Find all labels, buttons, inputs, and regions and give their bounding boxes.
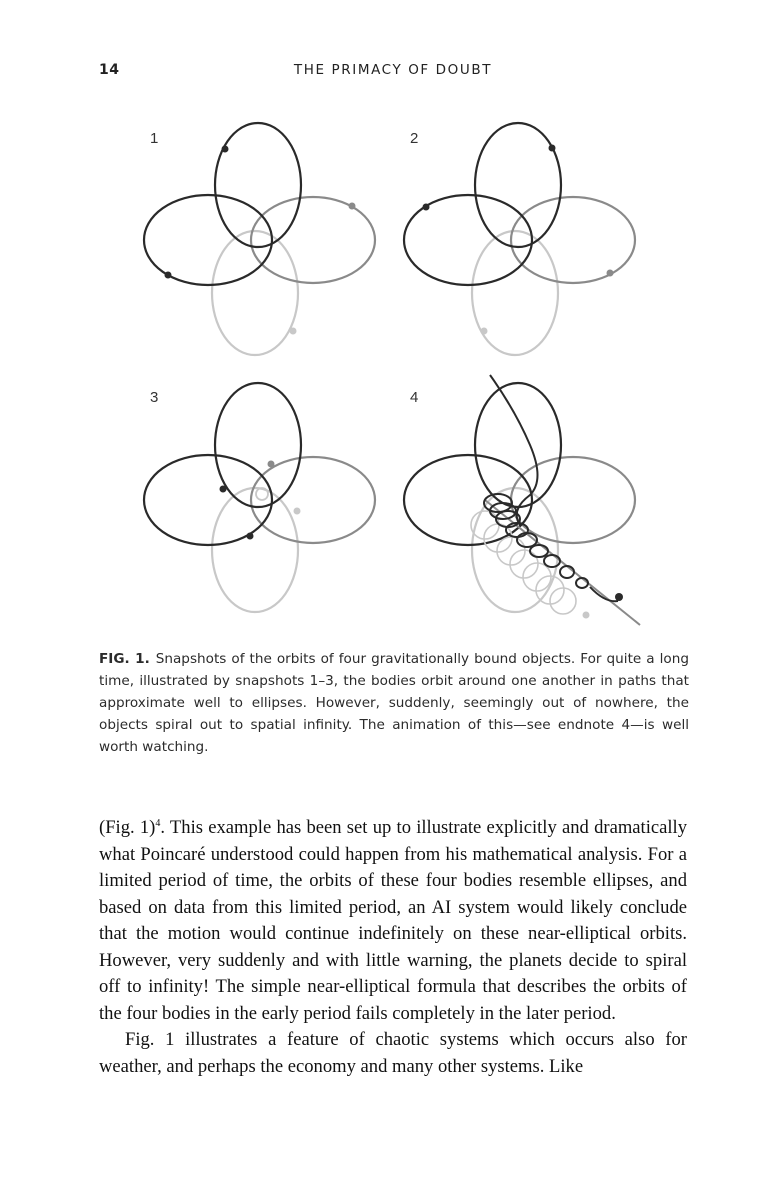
paragraph-1-rest: . This example has been set up to illustrate explicitly and dramatically what Poincaré understood could happen from his mathematical analysis. For a limited period of time, the orbits of these four bodies resemble ellipses, and based on data from this limited period, an AI system would likely conclude that the motion would continue indefinitely on these near-elliptical orbits. However, very suddenly and with little warning, the planets decide to spiral off to infinity! The simple near-elliptical formula that describes the orbits of the four bodies in the early period fails completely in the later period. (99, 817, 687, 1024)
panel-3 (144, 383, 375, 612)
running-title: THE PRIMACY OF DOUBT (293, 62, 493, 78)
running-head (99, 62, 687, 82)
panel-3-body-c (247, 533, 254, 540)
panel-2-orbit-bottom (472, 231, 558, 355)
panel-1-orbit-right (251, 197, 375, 283)
panel-1-orbit-top (215, 123, 301, 247)
panel-3-body-a (268, 461, 275, 468)
panel-1-orbit-left (144, 195, 272, 285)
panel-2-body-d (481, 328, 488, 335)
panel-2-body-b (423, 204, 430, 211)
figure-caption (99, 648, 689, 758)
body-text (99, 815, 687, 1080)
panel-1-body-b (349, 203, 356, 210)
panel-2-orbit-right (511, 197, 635, 283)
paragraph-1 (99, 815, 687, 1027)
orbit-figure (120, 105, 660, 635)
panel-3-orbit-left (144, 455, 272, 545)
panel-1-orbit-bottom (212, 231, 298, 355)
figure-caption-text: Snapshots of the orbits of four gravitationally bound objects. For quite a long time, illustrated by snapshots 1–3, the bodies orbit around one another in paths that approximate well to ellipses. However, suddenly, seemingly out of nowhere, the objects spiral out to spatial infinity. The animation of this—see endnote 4—is well worth watching. (99, 651, 689, 755)
panel-4-label: 4 (410, 389, 419, 406)
panel-3-body-d (294, 508, 301, 515)
paragraph-2: Fig. 1 illustrates a feature of chaotic systems which occurs also for weather, and perhaps the economy and many other systems. Like (99, 1029, 687, 1077)
panel-2-body-a (549, 145, 556, 152)
panel-1-body-d (290, 328, 297, 335)
figure-caption-label: FIG. 1. (99, 651, 150, 667)
panel-2 (404, 123, 635, 355)
panel-2-orbit-top (475, 123, 561, 247)
panel-4 (404, 375, 640, 625)
panel-1-body-c (165, 272, 172, 279)
panel-4-body-dark (615, 593, 623, 601)
panel-3-body-b (220, 486, 227, 493)
panel-2-body-c (607, 270, 614, 277)
paragraph-1-start: (Fig. 1) (99, 817, 156, 838)
panel-3-orbit-right (251, 457, 375, 543)
endnote-ref: 4 (155, 817, 161, 829)
panel-4-orbit-right (511, 457, 635, 543)
panel-2-label: 2 (410, 130, 419, 147)
panel-1 (144, 123, 375, 355)
panel-4-orbit-left (404, 455, 532, 545)
panel-4-escape-trail-dark (490, 375, 538, 525)
panel-3-label: 3 (150, 389, 159, 406)
panel-1-label: 1 (150, 130, 159, 147)
panel-4-body-light (583, 612, 590, 619)
page-number: 14 (99, 62, 120, 78)
panel-1-body-a (222, 146, 229, 153)
orbit-figure-svg (120, 105, 660, 635)
